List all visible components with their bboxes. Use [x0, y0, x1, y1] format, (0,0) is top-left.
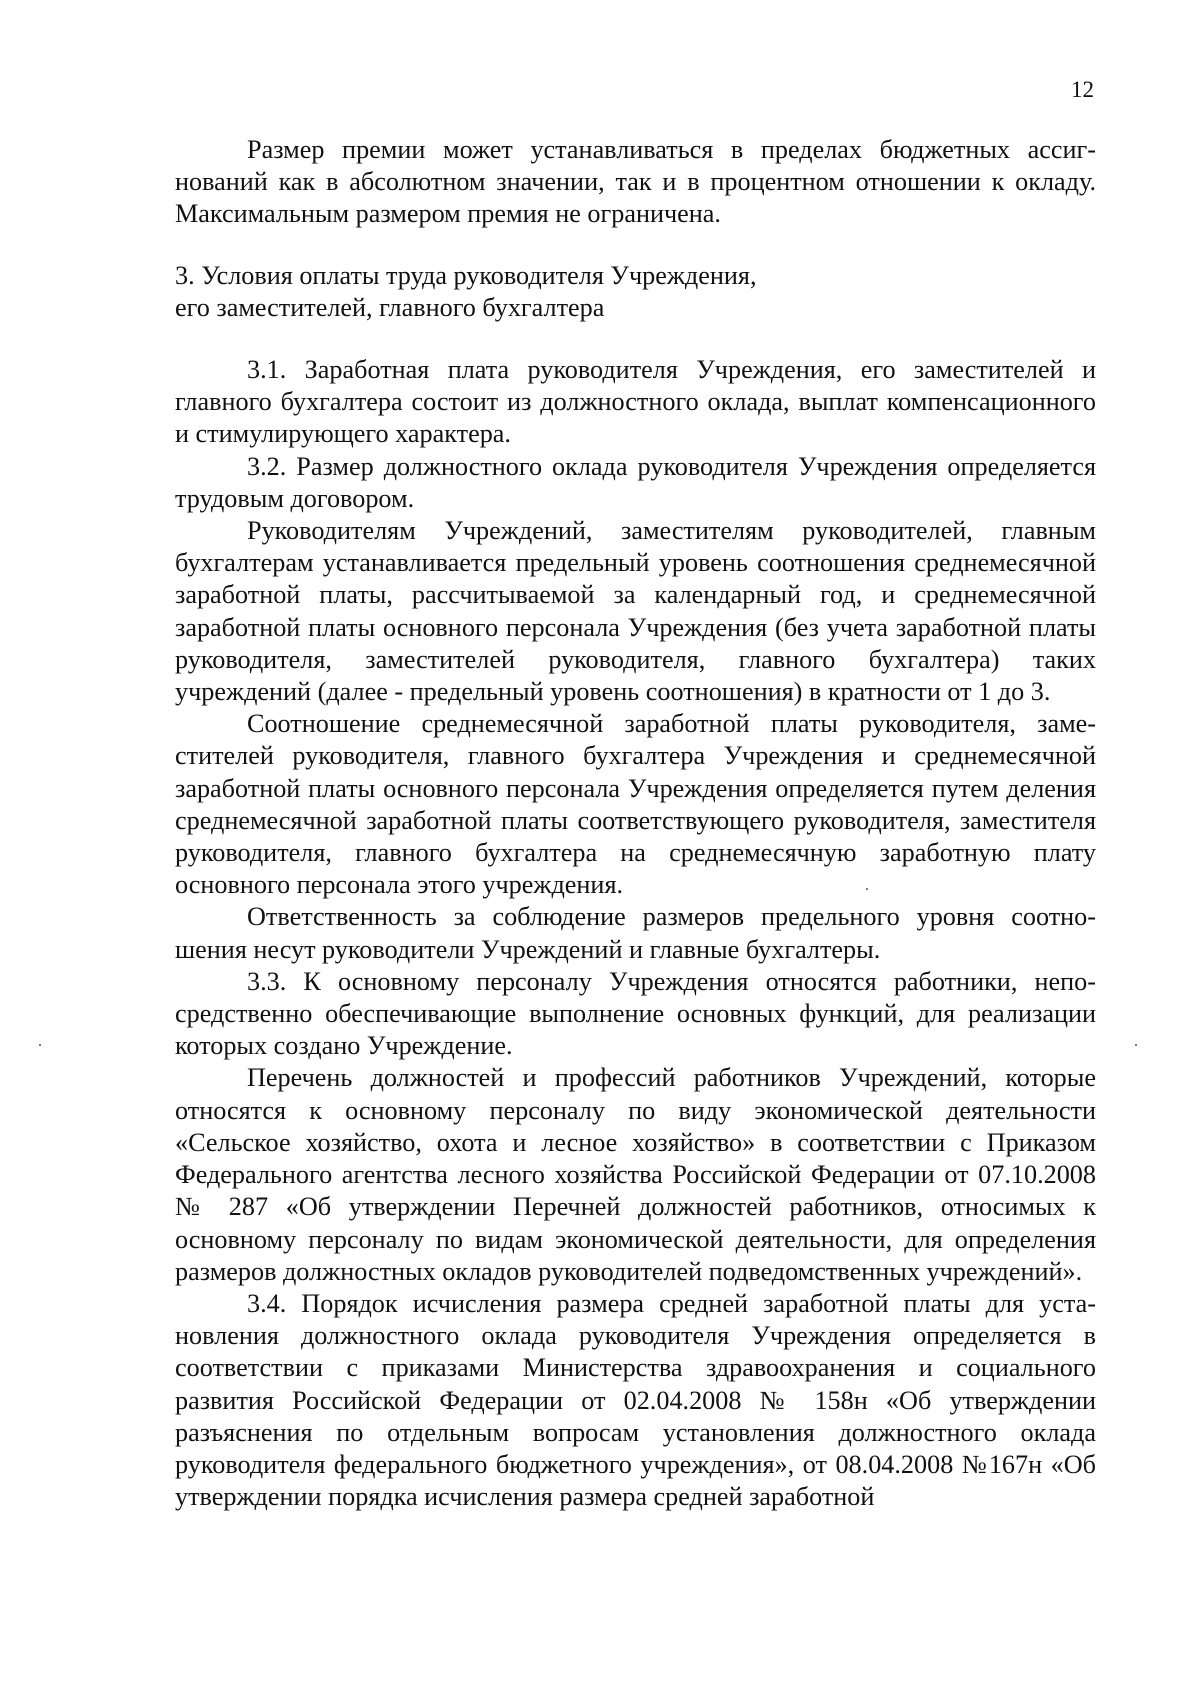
paragraph-staff-list: Перечень должностей и профессий работников Учреждений, которые относятся к основному персоналу по виду экономической деятельности «Сельское хозяйство, охота и лесное хозяйство» в соответствии с Приказом Федерального агентства лесного хозяйства Российской Федерации от 07.10.2008 № 287 «Об утверждении Перечней должностей работников, относимых к основному персоналу по видам экономической деятельности, для определения размеров должностных окладов руководителей подведомственных учреждений».	[175, 1063, 1096, 1286]
paragraph-ratio-limit: Руководителям Учреждений, заместителям руководителей, главным бухгалтерам устанавливается предельный уровень соотношения среднемесячной заработной платы, рассчитываемой за календарный год, и среднемесячной заработной платы основного персонала Учреждения (без учета заработной платы руководителя, заместителей руководителя, главного бухгалтера) таких учреждений (далее - предельный уровень соотношения) в кратности от 1 до 3.	[175, 516, 1096, 707]
paragraph-bonus-size: Размер премии может устанавливаться в пределах бюджетных ассигнований как в абсолютном значении, так и в процентном отношении к окладу. Максимальным размером премия не ограничена.	[175, 135, 1096, 229]
section-heading-line-2: его заместителей, главного бухгалтера	[175, 292, 605, 322]
paragraph-3-3: 3.3. К основному персоналу Учреждения относятся работники, непосредственно обеспечивающие выполнение основных функций, для реализации которых создано Учреждение.	[175, 966, 1096, 1061]
page-number: 12	[1071, 77, 1094, 102]
document-body	[175, 134, 1096, 1513]
paragraph-3-1: 3.1. Заработная плата руководителя Учреждения, его заместителей и главного бухгалтера состоит из должностного оклада, выплат компенсационного и стимулирующего характера.	[175, 355, 1096, 449]
scan-speck	[866, 888, 868, 890]
paragraph-responsibility: Ответственность за соблюдение размеров предельного уровня соотношения несут руководители Учреждений и главные бухгалтеры.	[175, 902, 1096, 964]
paragraph-ratio-definition: Соотношение среднемесячной заработной платы руководителя, заместителей руководителя, главного бухгалтера Учреждения и среднемесячной заработной платы основного персонала Учреждения определяется путем деления среднемесячной заработной платы соответствующего руководителя, заместителя руководителя, главного бухгалтера на среднемесячную заработную плату основного персонала этого учреждения.	[175, 709, 1096, 900]
scan-speck	[1135, 1044, 1137, 1046]
section-heading	[175, 260, 1096, 324]
scan-speck	[39, 1044, 41, 1046]
paragraph-3-2: 3.2. Размер должностного оклада руководителя Учреждения определяется трудовым договором.	[175, 451, 1096, 513]
paragraph-3-4: 3.4. Порядок исчисления размера средней заработной платы для установления должностного оклада руководителя Учреждения определяется в соответствии с приказами Министерства здравоохранения и социального развития Российской Федерации от 02.04.2008 № 158н «Об утверждении разъяснения по отдельным вопросам установления должностного оклада руководителя федерального бюджетного учреждения», от 08.04.2008 №167н «Об утверждении порядка исчисления размера средней заработной	[175, 1288, 1096, 1512]
section-heading-line-1: 3. Условия оплаты труда руководителя Учреждения,	[175, 260, 757, 290]
